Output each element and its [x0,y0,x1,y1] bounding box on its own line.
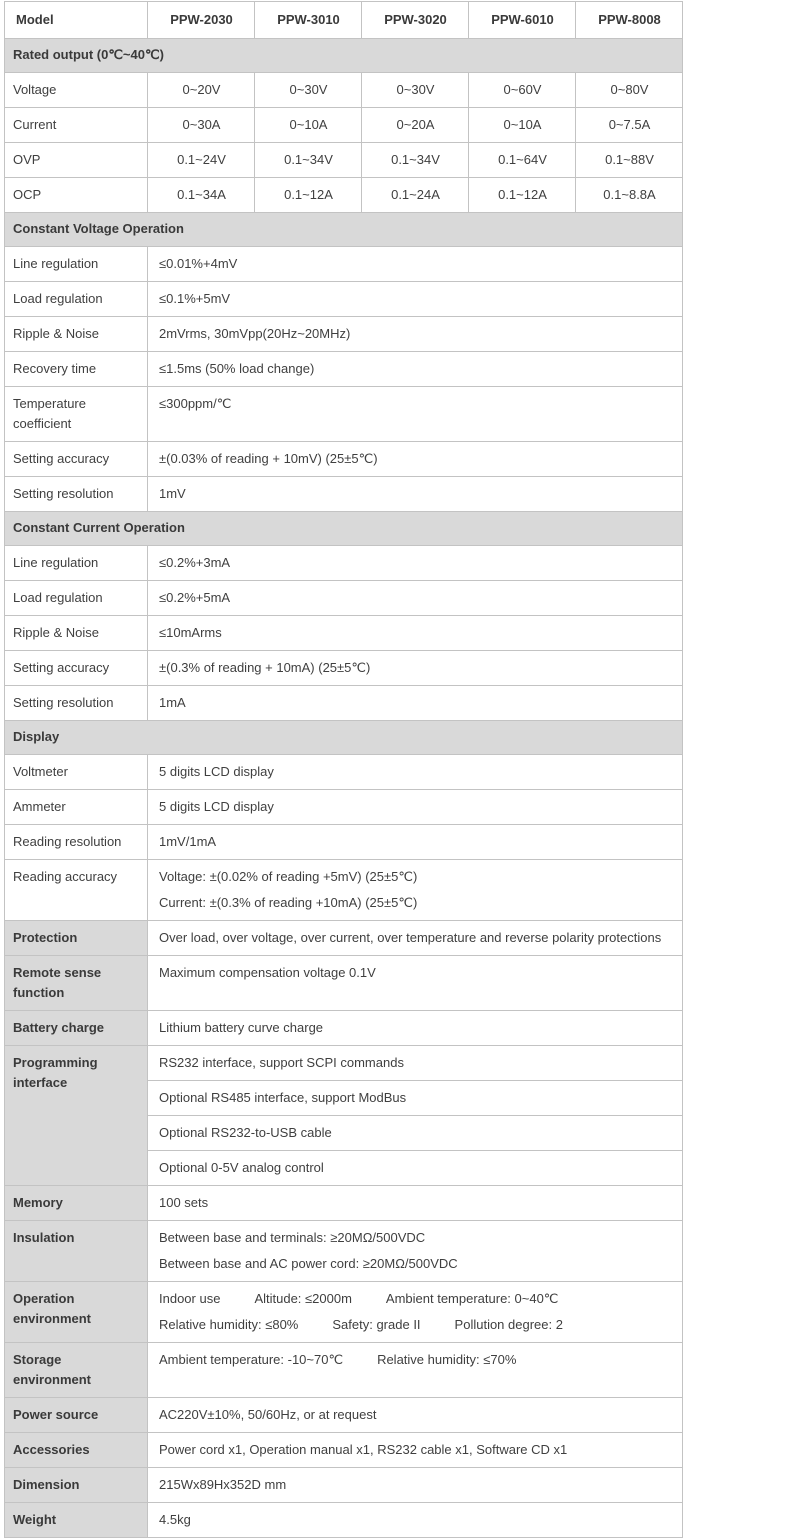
row-label: OCP [5,178,148,213]
model-value: 0.1~34V [362,143,469,178]
row-label: Recovery time [5,352,148,387]
spec-row [5,1221,683,1282]
row-label: Operation environment [5,1282,148,1343]
spec-value [148,1282,683,1343]
row-label: Reading resolution [5,825,148,860]
spec-table [4,1,683,1538]
row-label: Programming interface [5,1046,148,1186]
row-label: Insulation [5,1221,148,1282]
row-label: Remote sense function [5,956,148,1011]
spec-value-line: Over load, over voltage, over current, over temperature and reverse polarity protections [159,930,662,945]
section-row [5,213,683,247]
spec-row [5,825,683,860]
column-header-model: PPW-6010 [469,2,576,39]
spec-row [5,1343,683,1398]
spec-row [5,1282,683,1343]
spec-value [148,1503,683,1538]
spec-value-segment: Ambient temperature: 0~40℃ [385,1291,559,1306]
spec-row [5,581,683,616]
section-title: Rated output (0℃~40℃) [5,39,683,73]
model-value: 0.1~8.8A [576,178,683,213]
spec-value-line: 215Wx89Hx352D mm [159,1477,287,1492]
column-header-model: PPW-2030 [148,2,255,39]
spec-value [148,1011,683,1046]
row-label: Power source [5,1398,148,1433]
spec-row [5,1503,683,1538]
spec-row [5,1186,683,1221]
spec-value-line: 5 digits LCD display [159,764,274,779]
spec-row [5,282,683,317]
spec-row [5,860,683,921]
column-header-model: PPW-8008 [576,2,683,39]
section-row [5,512,683,546]
model-header-label: Model [5,2,148,39]
column-header-model: PPW-3010 [255,2,362,39]
spec-value-line: 2mVrms, 30mVpp(20Hz~20MHz) [159,326,351,341]
model-value: 0.1~34V [255,143,362,178]
row-label: Setting resolution [5,686,148,721]
model-values-row [5,108,683,143]
spec-value-line: Current: ±(0.3% of reading +10mA) (25±5℃) [159,895,418,910]
spec-value-line: 1mV [159,486,186,501]
spec-row [5,651,683,686]
row-label: Temperature coefficient [5,387,148,442]
spec-value [148,1468,683,1503]
spec-value [148,247,683,282]
spec-value-line: 4.5kg [159,1512,191,1527]
spec-value-line: Maximum compensation voltage 0.1V [159,965,376,980]
model-value: 0~30V [362,73,469,108]
spec-value-line: Between base and AC power cord: ≥20MΩ/500VDC [159,1256,458,1271]
spec-row [5,616,683,651]
spec-row [5,546,683,581]
spec-value-line: 1mA [159,695,186,710]
spec-value-segment: Indoor use [159,1291,221,1306]
row-label: Ripple & Noise [5,317,148,352]
spec-value-segment: Safety: grade II [332,1317,421,1332]
spec-value [148,825,683,860]
spec-value: RS232 interface, support SCPI commands [148,1046,683,1081]
spec-row [5,387,683,442]
spec-value-segment: Ambient temperature: -10~70℃ [159,1352,344,1367]
spec-value-line: ≤0.2%+3mA [159,555,231,570]
spec-row [5,1046,683,1081]
spec-value-line: ±(0.03% of reading + 10mV) (25±5℃) [159,451,378,466]
row-label: OVP [5,143,148,178]
spec-value [148,755,683,790]
spec-row [5,755,683,790]
spec-value-line: ≤0.1%+5mV [159,291,231,306]
row-label: Line regulation [5,247,148,282]
section-row [5,39,683,73]
model-value: 0.1~24A [362,178,469,213]
spec-value-line [159,1289,672,1309]
model-header-row [5,2,683,39]
spec-value [148,1433,683,1468]
model-value: 0.1~12A [469,178,576,213]
spec-value-line: Between base and terminals: ≥20MΩ/500VDC [159,1230,426,1245]
model-value: 0~20V [148,73,255,108]
column-header-model: PPW-3020 [362,2,469,39]
spec-value-line: ±(0.3% of reading + 10mA) (25±5℃) [159,660,371,675]
spec-value-line: Lithium battery curve charge [159,1020,324,1035]
model-values-row [5,178,683,213]
spec-value [148,317,683,352]
model-value: 0.1~34A [148,178,255,213]
spec-value [148,686,683,721]
row-label: Ripple & Noise [5,616,148,651]
row-label: Battery charge [5,1011,148,1046]
row-label: Memory [5,1186,148,1221]
model-value: 0~60V [469,73,576,108]
model-value: 0.1~24V [148,143,255,178]
row-label: Voltmeter [5,755,148,790]
model-value: 0.1~12A [255,178,362,213]
spec-value [148,1186,683,1221]
spec-value-line: ≤0.01%+4mV [159,256,238,271]
spec-value-line: ≤300ppm/℃ [159,396,232,411]
spec-value [148,921,683,956]
spec-value-line: 5 digits LCD display [159,799,274,814]
section-row [5,721,683,755]
row-label: Setting accuracy [5,651,148,686]
spec-value [148,790,683,825]
row-label: Load regulation [5,581,148,616]
spec-value-line [159,1315,672,1335]
spec-row [5,686,683,721]
spec-value: Optional RS485 interface, support ModBus [148,1081,683,1116]
spec-value-segment: Relative humidity: ≤70% [377,1352,517,1367]
row-label: Dimension [5,1468,148,1503]
spec-value-line [159,1350,672,1370]
row-label: Weight [5,1503,148,1538]
row-label: Setting accuracy [5,442,148,477]
spec-value [148,1221,683,1282]
model-value: 0.1~88V [576,143,683,178]
spec-value [148,616,683,651]
spec-value: Optional 0-5V analog control [148,1151,683,1186]
row-label: Reading accuracy [5,860,148,921]
spec-row [5,477,683,512]
spec-value [148,282,683,317]
model-value: 0~7.5A [576,108,683,143]
row-label: Load regulation [5,282,148,317]
model-value: 0.1~64V [469,143,576,178]
model-value: 0~10A [469,108,576,143]
spec-row [5,1011,683,1046]
spec-value-line: Power cord x1, Operation manual x1, RS232 cable x1, Software CD x1 [159,1442,568,1457]
model-value: 0~80V [576,73,683,108]
spec-value-line: ≤10mArms [159,625,222,640]
spec-value-line: 100 sets [159,1195,209,1210]
spec-value [148,651,683,686]
model-values-row [5,73,683,108]
spec-value [148,442,683,477]
model-value: 0~20A [362,108,469,143]
spec-value: Optional RS232-to-USB cable [148,1116,683,1151]
spec-value-line: 1mV/1mA [159,834,217,849]
spec-value [148,387,683,442]
spec-value [148,546,683,581]
row-label: Accessories [5,1433,148,1468]
row-label: Protection [5,921,148,956]
spec-value [148,1343,683,1398]
spec-value-segment: Relative humidity: ≤80% [159,1317,299,1332]
section-title: Constant Voltage Operation [5,213,683,247]
spec-value-line: Voltage: ±(0.02% of reading +5mV) (25±5℃) [159,869,418,884]
spec-row [5,1468,683,1503]
section-title: Display [5,721,683,755]
row-label: Ammeter [5,790,148,825]
spec-value-line: ≤0.2%+5mA [159,590,231,605]
model-values-row [5,143,683,178]
spec-table-body [5,2,683,1538]
spec-row [5,317,683,352]
spec-value-line: ≤1.5ms (50% load change) [159,361,315,376]
row-label: Voltage [5,73,148,108]
spec-row [5,790,683,825]
spec-row [5,352,683,387]
spec-value [148,581,683,616]
row-label: Storage environment [5,1343,148,1398]
row-label: Setting resolution [5,477,148,512]
spec-row [5,1433,683,1468]
model-value: 0~10A [255,108,362,143]
spec-value [148,352,683,387]
row-label: Line regulation [5,546,148,581]
spec-sheet-page [0,1,800,1527]
spec-row [5,1398,683,1433]
spec-value [148,1398,683,1433]
spec-value [148,860,683,921]
model-value: 0~30V [255,73,362,108]
row-label: Current [5,108,148,143]
model-value: 0~30A [148,108,255,143]
spec-row [5,247,683,282]
spec-row [5,921,683,956]
spec-value-line: AC220V±10%, 50/60Hz, or at request [159,1407,377,1422]
section-title: Constant Current Operation [5,512,683,546]
spec-row [5,442,683,477]
spec-value-segment: Altitude: ≤2000m [254,1291,352,1306]
spec-row [5,956,683,1011]
spec-value [148,477,683,512]
spec-value-segment: Pollution degree: 2 [454,1317,563,1332]
spec-value [148,956,683,1011]
